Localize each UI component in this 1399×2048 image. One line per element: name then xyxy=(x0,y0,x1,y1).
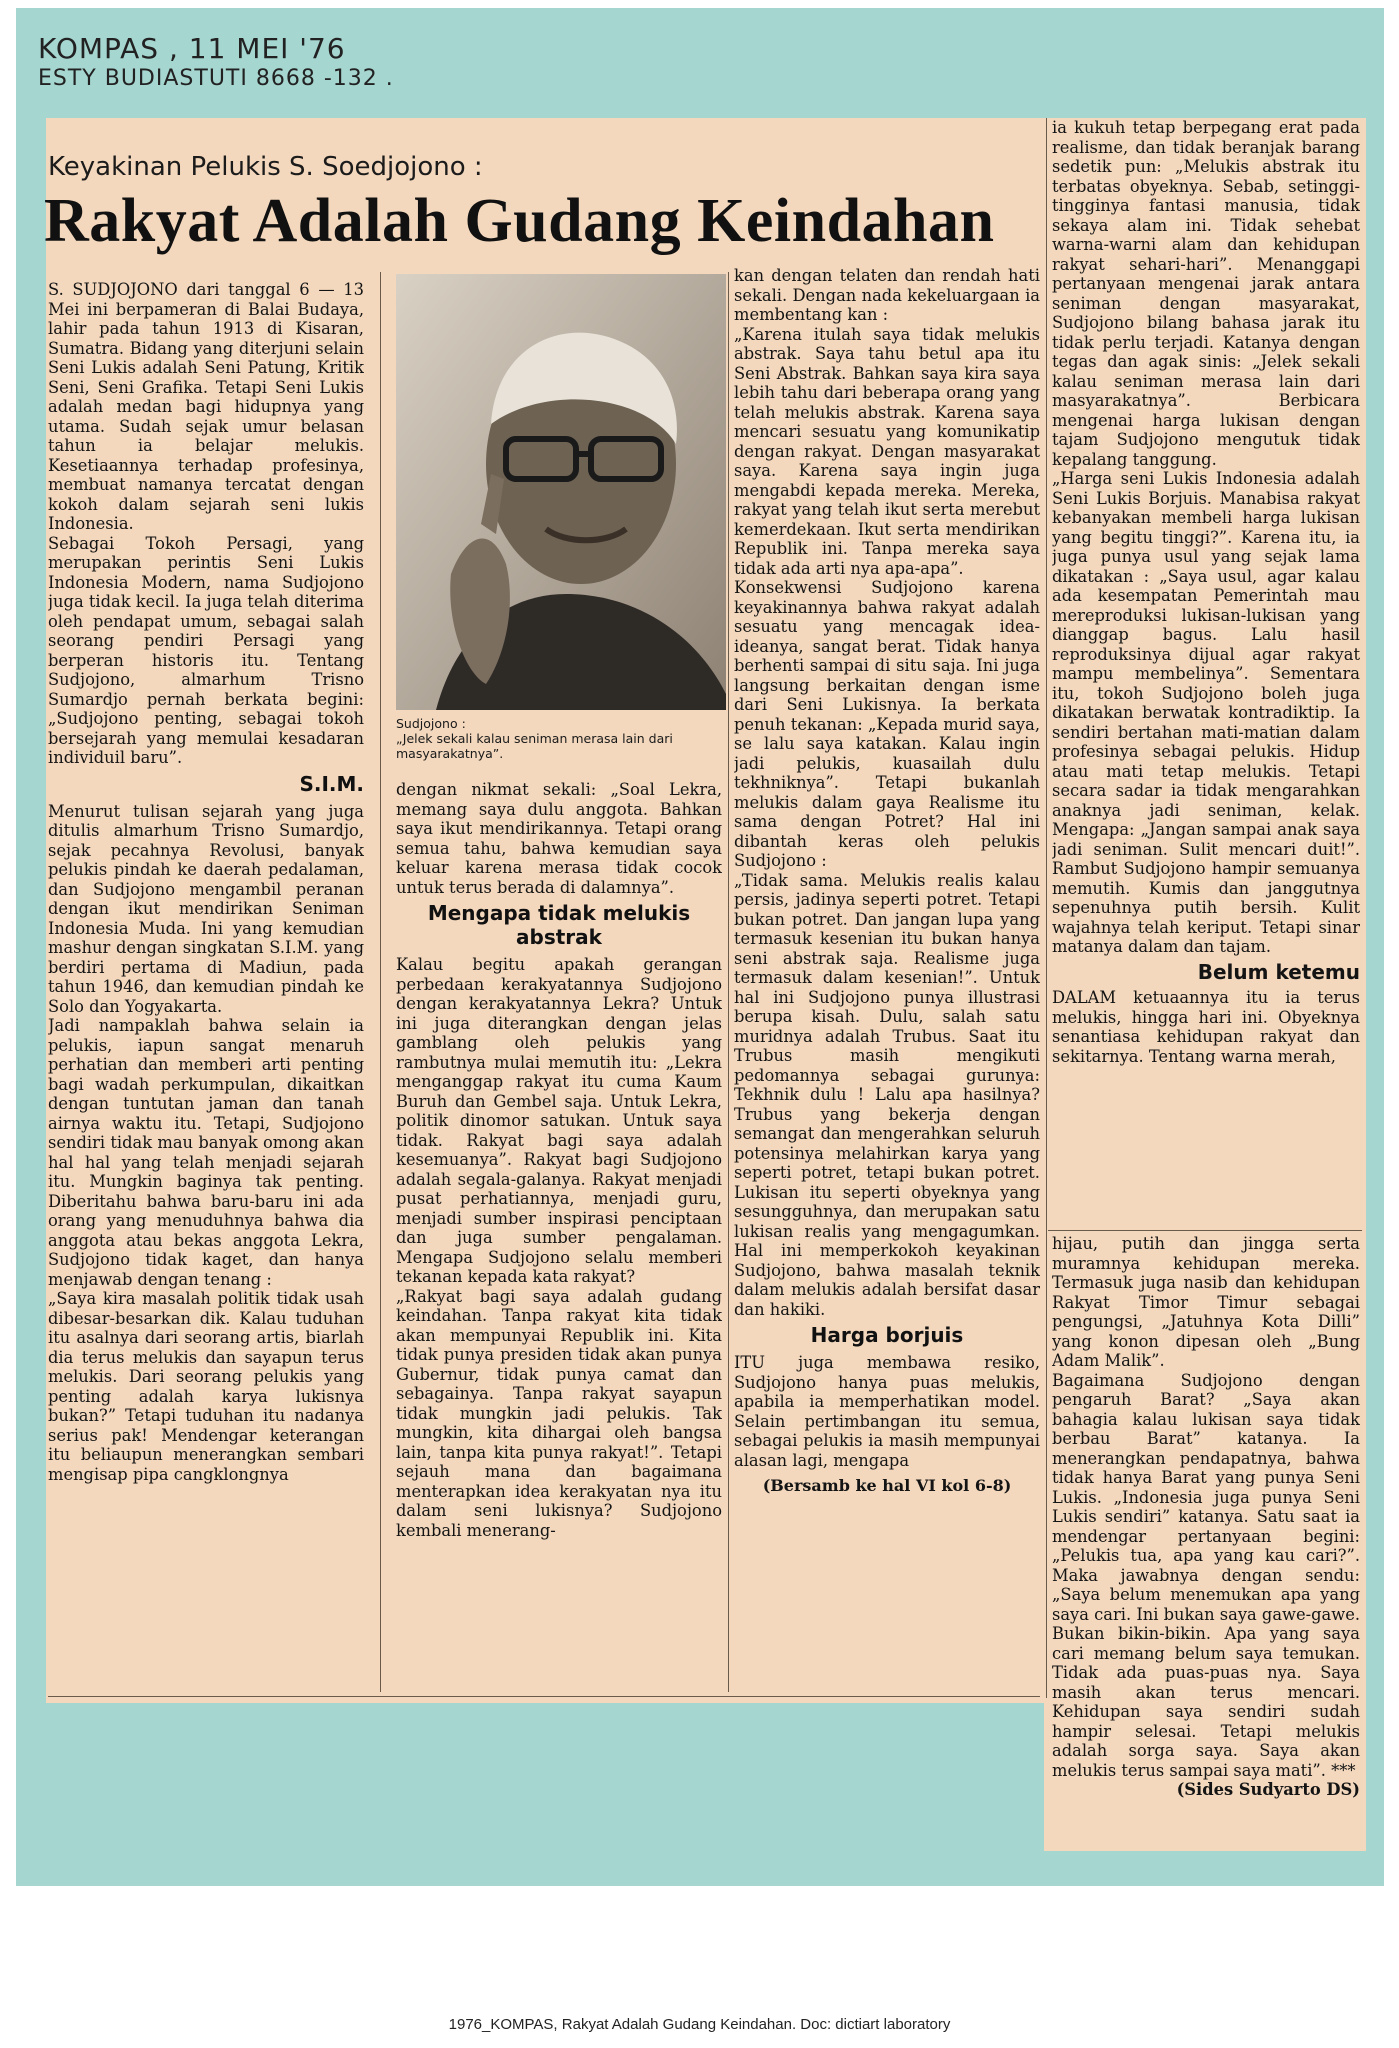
subheading-ketemu: Belum ketemu xyxy=(1197,959,1360,984)
paragraph: Bagaimana Sudjojono dengan pengaruh Barat? „Saya akan bahagia kalau lukisan saya tidak berbau Barat” katanya. Ia menerangkan pendapatnya, bahwa tidak hanya Barat yang punya Seni Lukis. „Indonesia juga punya Seni Lukis sendiri” katanya. Satu saat ia mendengar pertanyaan begini: „Pelukis tua, apa yang kau cari?”. Maka jawabnya dengan sendu: „Saya belum menemukan apa yang saya cari. Ini bukan saya gawe-gawe. Bukan bikin-bikin. Apa yang saya cari memang belum saya temukan. Tidak ada puas-puas nya. Saya masih akan terus mencari. Kehidupan saya sendiri sudah hampir selesai. Tetapi melukis adalah sorga saya. Saya akan melukis terus sampai saya mati”. *** xyxy=(1052,1370,1360,1780)
section-rule xyxy=(1048,1230,1362,1231)
document-footer: 1976_KOMPAS, Rakyat Adalah Gudang Keindahan. Doc: dictiart laboratory xyxy=(448,2016,951,2033)
subheading-sim: S.I.M. xyxy=(299,771,364,796)
paragraph: hijau, putih dan jingga serta muramnya kehidupan mereka. Termasuk juga nasib dan kehidupan Rakyat Timor Timur sebagai pengungsi, „Jatuhnya Kota Dilli” yang konon dipesan oleh „Bung Adam Malik”. xyxy=(1052,1234,1360,1370)
paragraph: „Rakyat bagi saya adalah gudang keindahan. Tanpa rakyat kita tidak akan mempunyai Republik ini. Kita tidak punya presiden tidak akan punya Gubernur, tidak punya camat dan sebagainya. Tanpa rakyat sayapun tidak mungkin jadi pelukis. Tak mungkin, kita dihargai oleh bangsa lain, tanpa kita punya rakyat!”. Tetapi sejauh mana dan bagaimana menterapkan idea kerakyatan nya itu dalam seni lukisnya? Sudjojono kembali menerang- xyxy=(396,1286,722,1540)
subheading-abstrak: Mengapa tidak melukis abstrak xyxy=(427,901,691,949)
paragraph: DALAM ketuaannya itu ia terus melukis, hingga hari ini. Obyeknya senantiasa kehidupan rakyat dan sekitarnya. Tentang warna merah, xyxy=(1052,988,1360,1066)
paragraph: „Karena itulah saya tidak melukis abstrak. Saya tahu betul apa itu Seni Abstrak. Bahkan saya kira saya lebih tahu dari beberapa orang yang telah melukis abstrak. Karena saya mencari sesuatu yang komunikatip dengan rakyat. Dengan masyarakat saya. Karena saya ingin juga mengabdi kepada mereka. Mereka, rakyat yang telah ikut serta merebut kemerdekaan. Ikut serta mendirikan Republik ini. Tanpa mereka saya tidak ada arti nya apa-apa”. xyxy=(734,324,1040,578)
paragraph: Konsekwensi Sudjojono karena keyakinannya bahwa rakyat adalah sesuatu yang mencagak idea-ideanya, sangat berat. Tidak hanya berhenti sampai di situ saja. Ini juga langsung berkaitan dengan isme dari Seni Lukisnya. Ia berkata penuh tekanan: „Kepada murid saya, se lalu saya katakan. Kalau ingin jadi pelukis, kuasailah dulu tekhniknya”. Tetapi bukanlah melukis dalam gaya Realisme itu sama dengan Potret? Hal ini dibantah keras oleh pelukis Sudjojono : xyxy=(734,578,1040,870)
paragraph: Sebagai Tokoh Persagi, yang merupakan perintis Seni Lukis Indonesia Modern, nama Sudjojono juga tidak kecil. Ia juga telah diterima oleh pendapat umum, sebagai salah seorang pendiri Persagi yang berperan historis itu. Tentang Sudjojono, almarhum Trisno Sumardjo pernah berkata begini: „Sudjojono penting, sebagai tokoh bersejarah yang memulai kesadaran individuil baru”. xyxy=(48,533,364,767)
column-divider xyxy=(1046,118,1047,1698)
byline: (Sides Sudyarto DS) xyxy=(1176,1780,1360,1799)
column-divider xyxy=(728,272,729,1692)
portrait-photo xyxy=(396,274,726,710)
paragraph: Menurut tulisan sejarah yang juga ditulis almarhum Trisno Sumardjo, sejak pecahnya Revolusi, banyak pelukis pindah ke daerah pedalaman, dan Sudjojono mengambil peranan dengan ikut mendirikan Seniman Indonesia Muda. Ini yang kemudian mashur dengan singkatan S.I.M. yang berdiri pertama di Madiun, pada tahun 1946, dan kemudian pindah ke Solo dan Yogyakarta. xyxy=(48,801,364,1016)
paragraph: S. SUDJOJONO dari tanggal 6 — 13 Mei ini berpameran di Balai Budaya, lahir pada tahun 1913 di Kisaran, Sumatra. Bidang yang diterjuni selain Seni Lukis adalah Seni Patung, Kritik Seni, Seni Grafika. Tetapi Seni Lukis adalah medan bagi hidupnya yang utama. Sudah sejak umur belasan tahun ia belajar melukis. Kesetiaannya terhadap profesinya, membuat namanya tercatat dengan kokoh dalam sejarah seni lukis Indonesia. xyxy=(48,280,364,533)
article-column-4 xyxy=(1052,118,1360,1228)
paragraph: ia kukuh tetap berpegang erat pada realisme, dan tidak beranjak barang sedetik pun: „Melukis abstrak itu terbatas obyeknya. Sebab, setinggi-tingginya fantasi manusia, tidak sekaya alam ini. Tidak sehebat warna-warni alam dan kehidupan rakyat sehari-hari”. Menanggapi pertanyaan mengenai jarak antara seniman dengan masyarakat, Sudjojono bilang bahasa jarak itu tidak perlu terjadi. Katanya dengan tegas dan agak sinis: „Jelek sekali kalau seniman merasa lain dari masyarakatnya”. Berbicara mengenai harga lukisan dengan tajam Sudjojono mengutuk tidak kepalang tanggung. xyxy=(1052,118,1360,469)
paragraph: „Tidak sama. Melukis realis kalau persis, jadinya seperti potret. Tetapi bukan potret. Dan jangan lupa yang termasuk kesenian itu bukan hanya seni abstrak saja. Realisme juga termasuk dalam kesenian!”. Untuk hal ini Sudjojono punya illustrasi berupa kisah. Dulu, salah satu muridnya adalah Trubus. Saat itu Trubus masih mengikuti pedomannya sebagai gurunya: Tekhnik dulu ! Lalu apa hasilnya? Trubus yang bekerja dengan semangat dan mengerahkan seluruh potensinya melahirkan karya yang seperti potret, tetapi bukan potret. Lukisan itu seperti obyeknya yang sesungguhnya, dan merupakan satu lukisan realis yang mengagumkan. Hal ini memperkokoh keyakinan Sudjojono, bahwa masalah teknik dalam melukis adalah bersifat dasar dan hakiki. xyxy=(734,870,1040,1319)
paragraph: dengan nikmat sekali: „Soal Lekra, memang saya dulu anggota. Bahkan saya ikut mendirikannya. Tetapi orang semua tahu, bahwa kemudian saya keluar karena merasa tidak cocok untuk terus berada di dalamnya”. xyxy=(396,780,722,897)
paragraph: „Harga seni Lukis Indonesia adalah Seni Lukis Borjuis. Manabisa rakyat kebanyakan membeli harga lukisan yang begitu tinggi?”. Karena itu, ia juga punya usul yang sejak lama dikatakan : „Saya usul, agar kalau ada kesempatan Pemerintah mau mereproduksi lukisan-lukisan yang dianggap bagus. Lalu hasil reproduksinya dijual agar rakyat mampu membelinya”. Sementara itu, tokoh Sudjojono boleh juga dikatakan berwatak kontradiktip. Ia sendiri bertahan mati-matian dalam profesinya sebagai pelukis. Hidup atau mati tetap melukis. Tetapi secara sadar ia tidak mengarahkan anaknya jadi seniman, kelak. Mengapa: „Jangan sampai anak saya jadi seniman. Sulit mencari duit!”. Rambut Sudjojono hampir semuanya memutih. Kumis dan janggutnya sepenuhnya putih bersih. Kulit wajahnya telah keriput. Tetapi sinar matanya dalam dan tajam. xyxy=(1052,469,1360,956)
article-column-2 xyxy=(396,780,722,1692)
article-headline: Rakyat Adalah Gudang Keindahan xyxy=(44,187,995,255)
article-column-5 xyxy=(1052,1234,1360,1846)
article-column-1 xyxy=(48,280,364,1692)
caption-quote: „Jelek sekali kalau seniman merasa lain dari masyarakatnya”. xyxy=(396,731,673,761)
column-divider xyxy=(380,272,381,1692)
bottom-rule xyxy=(48,1696,1040,1697)
paragraph: Jadi nampaklah bahwa selain ia pelukis, iapun sangat menaruh perhatian dan memberi arti penting bagi wadah perkumpulan, dikaitkan dengan tuntutan jaman dan tanah airnya waktu itu. Tetapi, Sudjojono sendiri tidak mau banyak omong akan hal hal yang telah menjadi sejarah itu. Mungkin baginya tak penting. Diberitahu bahwa baru-baru ini ada orang yang menuduhnya bahwa dia anggota atau bekas anggota Lekra, Sudjojono tidak kaget, dan hanya menjawab dengan tenang : xyxy=(48,1016,364,1289)
handwritten-reference: ESTY BUDIASTUTI 8668 -132 . xyxy=(38,66,394,91)
paragraph: „Saya kira masalah politik tidak usah dibesar-besarkan dik. Kalau tuduhan itu asalnya dari seorang artis, biarlah dia terus melukis dan sayapun terus melukis. Dari seorang pelukis yang penting adalah karya lukisnya bukan?” Tetapi tuduhan itu nadanya serius pak! Mendengar keterangan itu beliaupun menerangkan sembari mengisap pipa cangklongnya xyxy=(48,1289,364,1484)
continuation-note: (Bersamb ke hal VI kol 6-8) xyxy=(762,1476,1012,1495)
photo-caption xyxy=(396,716,726,761)
article-subheading: Keyakinan Pelukis S. Soedjojono : xyxy=(48,152,483,182)
subheading-borjuis: Harga borjuis xyxy=(810,1323,964,1347)
paragraph: Kalau begitu apakah gerangan perbedaan kerakyatannya Sudjojono dengan kerakyatannya Lekra? Untuk ini juga diterangkan dengan jelas gamblang oleh pelukis yang rambutnya mulai memutih itu: „Lekra menganggap rakyat itu cuma Kaum Buruh dan Gembel saja. Untuk Lekra, politik dinomor satukan. Untuk saya tidak. Rakyat bagi saya adalah kesemuanya”. Rakyat bagi Sudjojono adalah segala-galanya. Rakyat menjadi pusat perhatiannya, menjadi guru, menjadi sumber inspirasi penciptaan dan juga sumber pengalaman. Mengapa Sudjojono selalu memberi tekanan kepada kata rakyat? xyxy=(396,955,722,1286)
caption-name: Sudjojono : xyxy=(396,716,466,731)
paragraph: kan dengan telaten dan rendah hati sekali. Dengan nada kekeluargaan ia membentang kan : xyxy=(734,266,1040,324)
article-column-3 xyxy=(734,266,1040,1692)
handwritten-date: KOMPAS , 11 MEI '76 xyxy=(38,32,346,65)
paragraph: ITU juga membawa resiko, Sudjojono hanya puas melukis, apabila ia memperhatikan model. Selain pertimbangan itu semua, sebagai pelukis ia masih mempunyai alasan lagi, mengapa xyxy=(734,1353,1040,1470)
